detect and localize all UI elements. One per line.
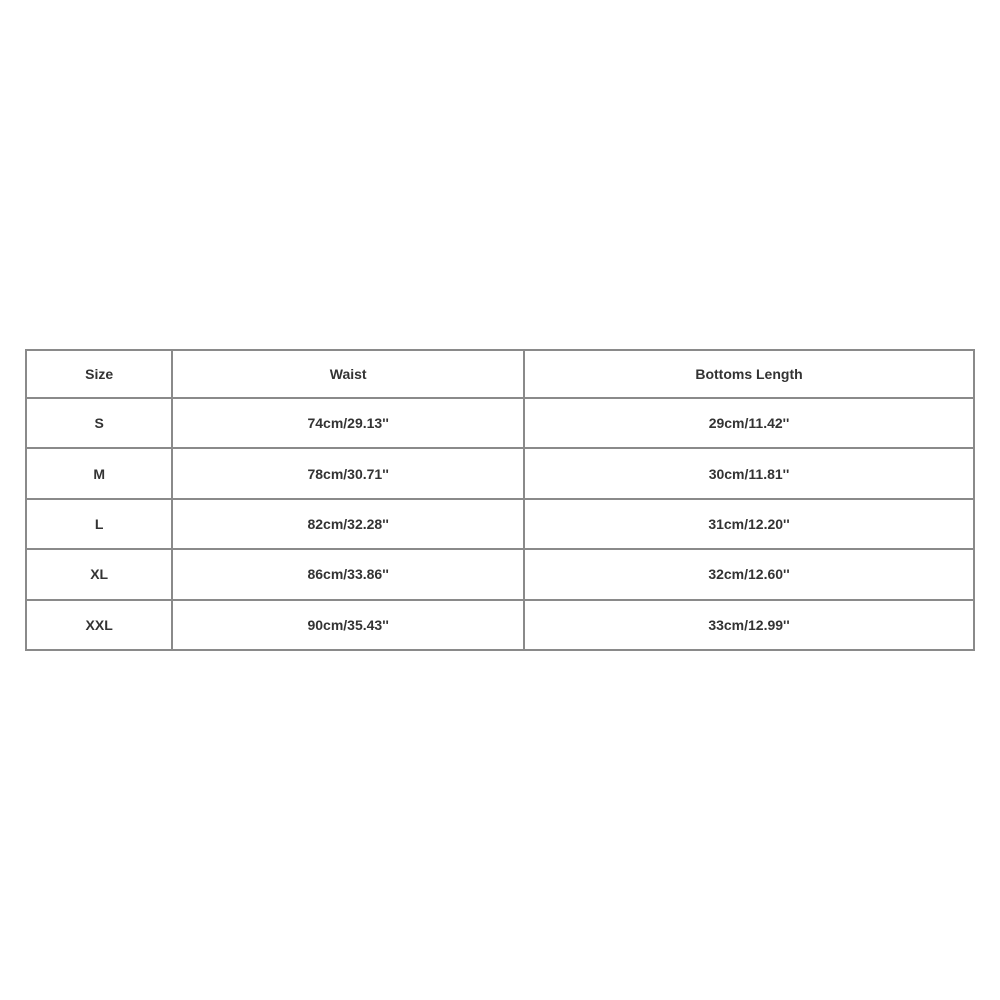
header-size: Size bbox=[26, 350, 172, 398]
table-row bbox=[26, 499, 974, 549]
table-header-row bbox=[26, 350, 974, 398]
waist-cell: 90cm/35.43'' bbox=[172, 600, 524, 650]
table-row bbox=[26, 398, 974, 448]
bottoms-length-cell: 30cm/11.81'' bbox=[524, 448, 974, 498]
bottoms-length-cell: 32cm/12.60'' bbox=[524, 549, 974, 599]
header-bottoms-length: Bottoms Length bbox=[524, 350, 974, 398]
header-waist: Waist bbox=[172, 350, 524, 398]
size-cell: XL bbox=[26, 549, 172, 599]
size-cell: M bbox=[26, 448, 172, 498]
bottoms-length-cell: 31cm/12.20'' bbox=[524, 499, 974, 549]
table-row bbox=[26, 549, 974, 599]
waist-cell: 74cm/29.13'' bbox=[172, 398, 524, 448]
size-cell: S bbox=[26, 398, 172, 448]
waist-cell: 86cm/33.86'' bbox=[172, 549, 524, 599]
size-cell: XXL bbox=[26, 600, 172, 650]
size-cell: L bbox=[26, 499, 172, 549]
table-row bbox=[26, 448, 974, 498]
bottoms-length-cell: 33cm/12.99'' bbox=[524, 600, 974, 650]
table-row bbox=[26, 600, 974, 650]
size-chart-table bbox=[25, 349, 975, 651]
bottoms-length-cell: 29cm/11.42'' bbox=[524, 398, 974, 448]
waist-cell: 78cm/30.71'' bbox=[172, 448, 524, 498]
waist-cell: 82cm/32.28'' bbox=[172, 499, 524, 549]
